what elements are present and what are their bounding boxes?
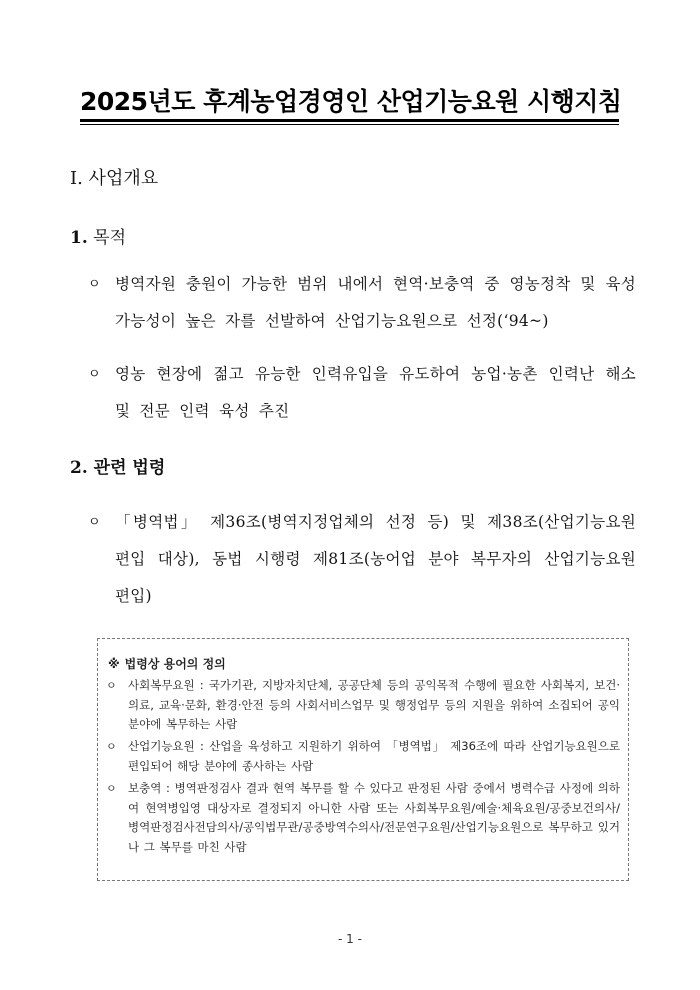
title-block xyxy=(80,86,620,120)
reference-mark-icon: ※ xyxy=(108,657,120,671)
circle-bullet-icon: ㅇ xyxy=(88,515,101,530)
subsection-heading-purpose xyxy=(70,226,126,250)
subsection-heading-laws xyxy=(70,456,165,480)
bullet-text: 「병역법」 제36조(병역지정업체의 선정 등) 및 제38조(산업기능요원 편입 대상), 동법 시행령 제81조(농어업 분야 복무자의 산업기능요원 편입) xyxy=(115,513,636,605)
definition-item-social-service xyxy=(106,676,620,735)
circle-bullet-icon: ㅇ xyxy=(88,367,101,382)
definition-text: 사회복무요원 : 국가기관, 지방자치단체, 공공단체 등의 공익목적 수행에 필요한 사회복지, 보건·의료, 교육·문화, 환경·안전 등의 사회서비스업무 및 행정업무 등의 지원을 위하여 소집되어 공익분야에 복무하는 사람 xyxy=(128,678,620,731)
definition-item-supplementary-service xyxy=(106,779,620,857)
title-underline-thick xyxy=(80,119,619,122)
document-title: 2025년도 후계농업경영인 산업기능요원 시행지침 xyxy=(80,87,622,116)
title-underline-thin xyxy=(80,124,619,125)
circle-bullet-icon: ㅇ xyxy=(88,277,101,292)
circle-bullet-icon: ㅇ xyxy=(106,679,117,692)
purpose-bullet-2 xyxy=(88,356,636,430)
heading-text: 목적 xyxy=(93,228,127,248)
definition-item-industrial-technician xyxy=(106,737,620,776)
heading-number: 1. xyxy=(70,228,88,248)
definitions-box xyxy=(97,638,629,881)
section-heading-overview: Ⅰ. 사업개요 xyxy=(70,168,159,189)
bullet-text: 영농 현장에 젊고 유능한 인력유입을 유도하여 농업·농촌 인력난 해소 및 전문 인력 육성 추진 xyxy=(115,365,636,420)
definitions-title xyxy=(108,655,226,672)
definition-text: 산업기능요원 : 산업을 육성하고 지원하기 위하여 「병역법」 제36조에 따라 산업기능요원으로 편입되어 해당 분야에 종사하는 사람 xyxy=(128,739,620,773)
laws-bullet-1 xyxy=(88,504,636,615)
circle-bullet-icon: ㅇ xyxy=(106,740,117,753)
purpose-bullet-1 xyxy=(88,266,636,340)
bullet-text: 병역자원 충원이 가능한 범위 내에서 현역·보충역 중 영농정착 및 육성 가능성이 높은 자를 선발하여 산업기능요원으로 선정(‘94~) xyxy=(115,275,636,330)
heading-number: 2. xyxy=(70,458,88,478)
definition-text: 보충역 : 병역판정검사 결과 현역 복무를 할 수 있다고 판정된 사람 중에서 병력수급 사정에 의하여 현역병입영 대상자로 결정되지 아니한 사람 또는 사회복무요원/예술·체육요원/공중보건의사/병역판정검사전담의사/공익법무관/공중방역수의사/전문연구요원/산업기능요원으로 복무하고 있거나 그 복무를 마친 사람 xyxy=(128,781,620,854)
circle-bullet-icon: ㅇ xyxy=(106,782,117,795)
heading-text: 관련 법령 xyxy=(93,458,166,478)
definitions-title-text: 법령상 용어의 정의 xyxy=(124,657,226,671)
page-number: - 1 - xyxy=(338,932,362,946)
